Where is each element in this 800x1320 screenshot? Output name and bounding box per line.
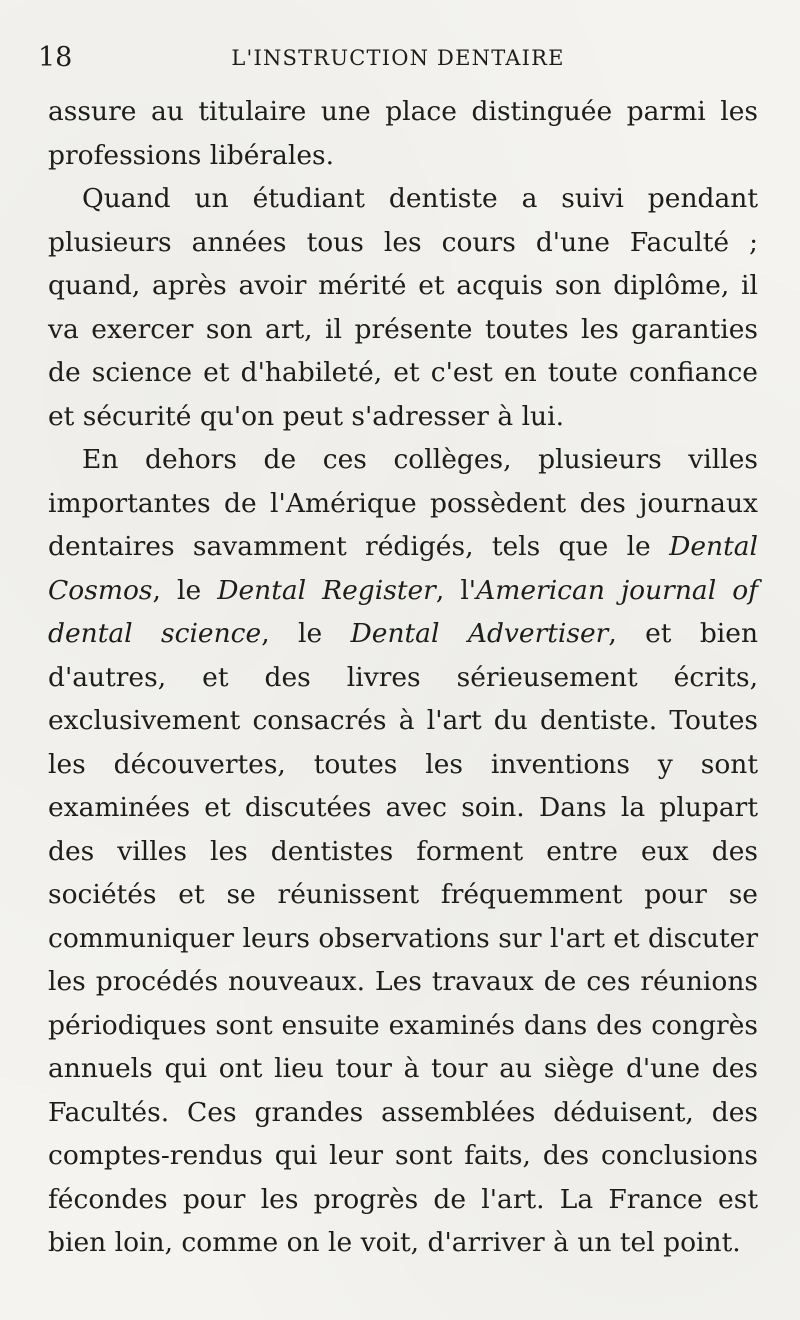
page-header (38, 38, 758, 78)
journal-title-dental-advertiser: Dental Advertiser (350, 618, 609, 649)
journal-title-dental-register: Dental Register (217, 574, 436, 606)
running-title: L'INSTRUCTION DENTAIRE (231, 46, 565, 70)
text-segment: , le (261, 618, 351, 649)
text-segment: En dehors de ces collèges, plusieurs villes importantes de l'Amérique possèdent des journaux dentaires savamment rédigés, tels que le (48, 444, 758, 562)
body-text (48, 90, 758, 1265)
paragraph-2: Quand un étudiant dentiste a suivi pendant plusieurs années tous les cours d'une Faculté ; quand, après avoir mérité et acquis son diplôme, il va exercer son art, il présente toutes les garanties de science et d'habileté, et c'est en toute confiance et sécurité qu'on peut s'adresser à lui. (48, 183, 758, 432)
text-segment: , et bien d'autres, et des livres sérieusement écrits, exclusivement consacrés à l'art du dentiste. Toutes les découvertes, toutes les inventions y sont examinées et discutées avec soin. Dans la plupart des villes les dentistes forment entre eux des sociétés et se réunissent fréquemment pour se communiquer leurs observations sur l'art et discuter les procédés nouveaux. Les travaux de ces réunions périodiques sont ensuite examinés dans des congrès annuels qui ont lieu tour à tour au siège d'une des Facultés. Ces grandes assemblées déduisent, des comptes-rendus qui leur sont faits, des conclusions fécondes pour les progrès de l'art. La France est bien loin, comme on le voit, d'arriver à un tel point. (48, 618, 759, 1258)
paragraph-1: assure au titulaire une place distinguée parmi les professions libérales. (48, 96, 758, 171)
text-segment: , le (152, 574, 218, 606)
text-segment: , l' (435, 574, 477, 606)
paragraph-3 (48, 438, 758, 1265)
page-number: 18 (38, 42, 73, 73)
journal-title-dental-cosmos: Dental Cosmos (48, 531, 758, 606)
journal-title-american-journal: American journal of dental science (48, 574, 758, 649)
